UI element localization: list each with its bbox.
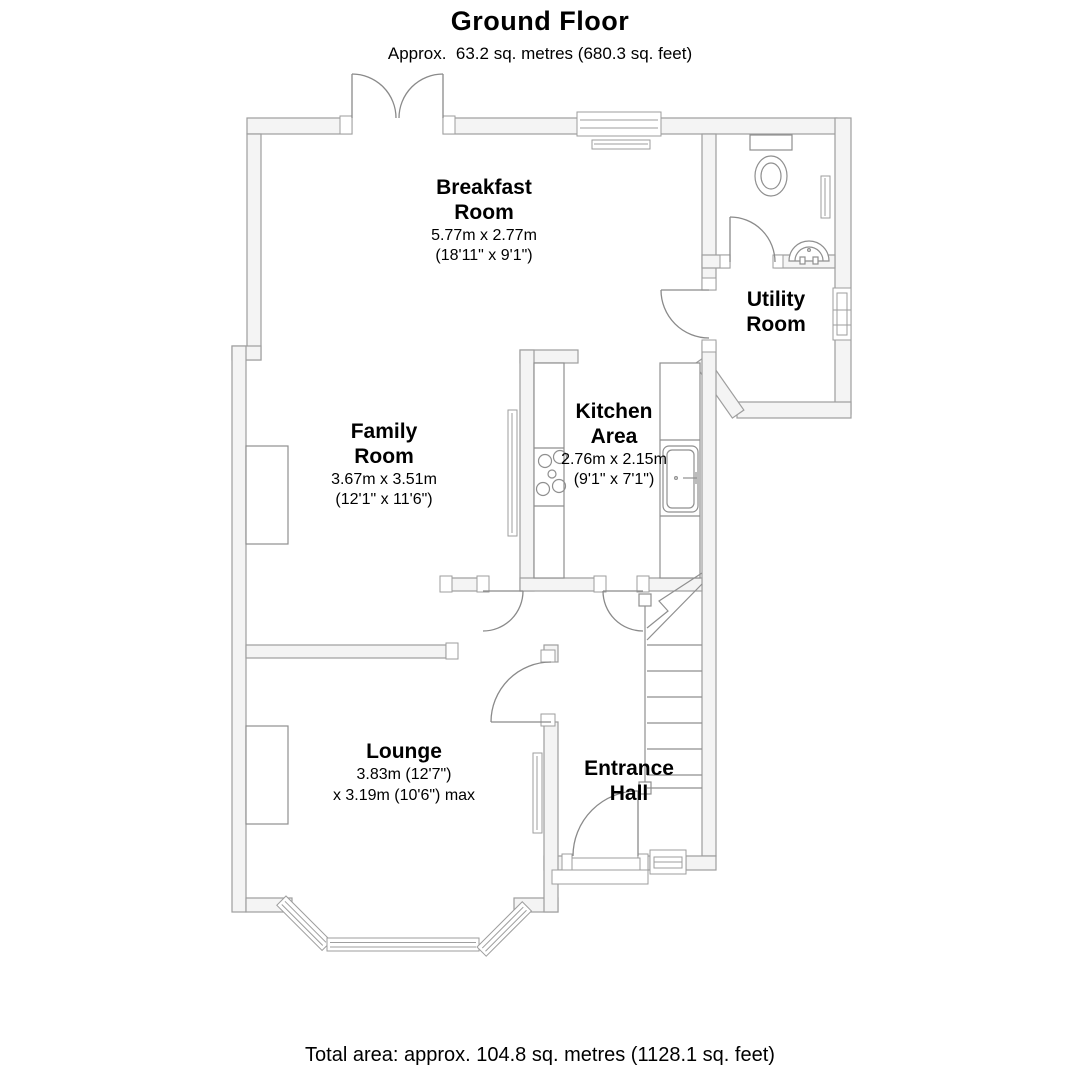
room-label-lounge (333, 740, 475, 806)
utility-door (661, 290, 709, 338)
lounge-door (491, 662, 551, 722)
room-label-kitchen (559, 400, 669, 491)
radiator-breakfast (592, 140, 650, 149)
room-label-breakfast (422, 176, 547, 267)
utility-window (833, 288, 851, 340)
french-doors (352, 74, 443, 118)
wc-door (730, 217, 775, 262)
room-name: Breakfast Room (436, 176, 532, 224)
total-area-text: Total area: approx. 104.8 sq. metres (1128.1 sq. feet) (305, 1044, 775, 1066)
top-window (577, 112, 661, 136)
room-dims-metric: 2.76m x 2.15m (561, 450, 667, 468)
chimney-breast-family (246, 446, 288, 544)
family-room-door (483, 591, 523, 631)
room-name: Utility Room (746, 288, 806, 336)
room-dims-imperial: (18'11" x 9'1") (435, 247, 533, 265)
radiator-lounge (533, 753, 542, 833)
chimney-breast-lounge (246, 726, 288, 824)
room-name: Family Room (350, 420, 418, 468)
room-name: Entrance Hall (584, 757, 674, 805)
wc-toilet (750, 135, 792, 196)
room-label-utility (726, 288, 826, 338)
room-dims-imperial: (9'1" x 7'1") (573, 471, 655, 489)
page-title: Ground Floor (450, 6, 630, 36)
page-subtitle: Approx. 63.2 sq. metres (680.3 sq. feet) (387, 44, 693, 63)
wc-window (821, 176, 830, 218)
room-label-family (329, 420, 439, 511)
radiator-family (508, 410, 517, 536)
room-dims-imperial: (12'1" x 11'6") (335, 491, 433, 509)
bay-window (277, 896, 532, 956)
room-dims-imperial: x 3.19m (10'6") max (332, 786, 476, 804)
room-dims-metric: 5.77m x 2.77m (431, 226, 537, 244)
room-name: Lounge (366, 740, 442, 763)
kitchen-door (603, 591, 643, 631)
room-name: Kitchen Area (575, 400, 653, 448)
room-label-hall (564, 757, 694, 807)
hall-window (650, 850, 686, 874)
wc-basin (789, 241, 829, 264)
room-dims-metric: 3.83m (12'7") (356, 765, 452, 783)
room-dims-metric: 3.67m x 3.51m (331, 470, 437, 488)
